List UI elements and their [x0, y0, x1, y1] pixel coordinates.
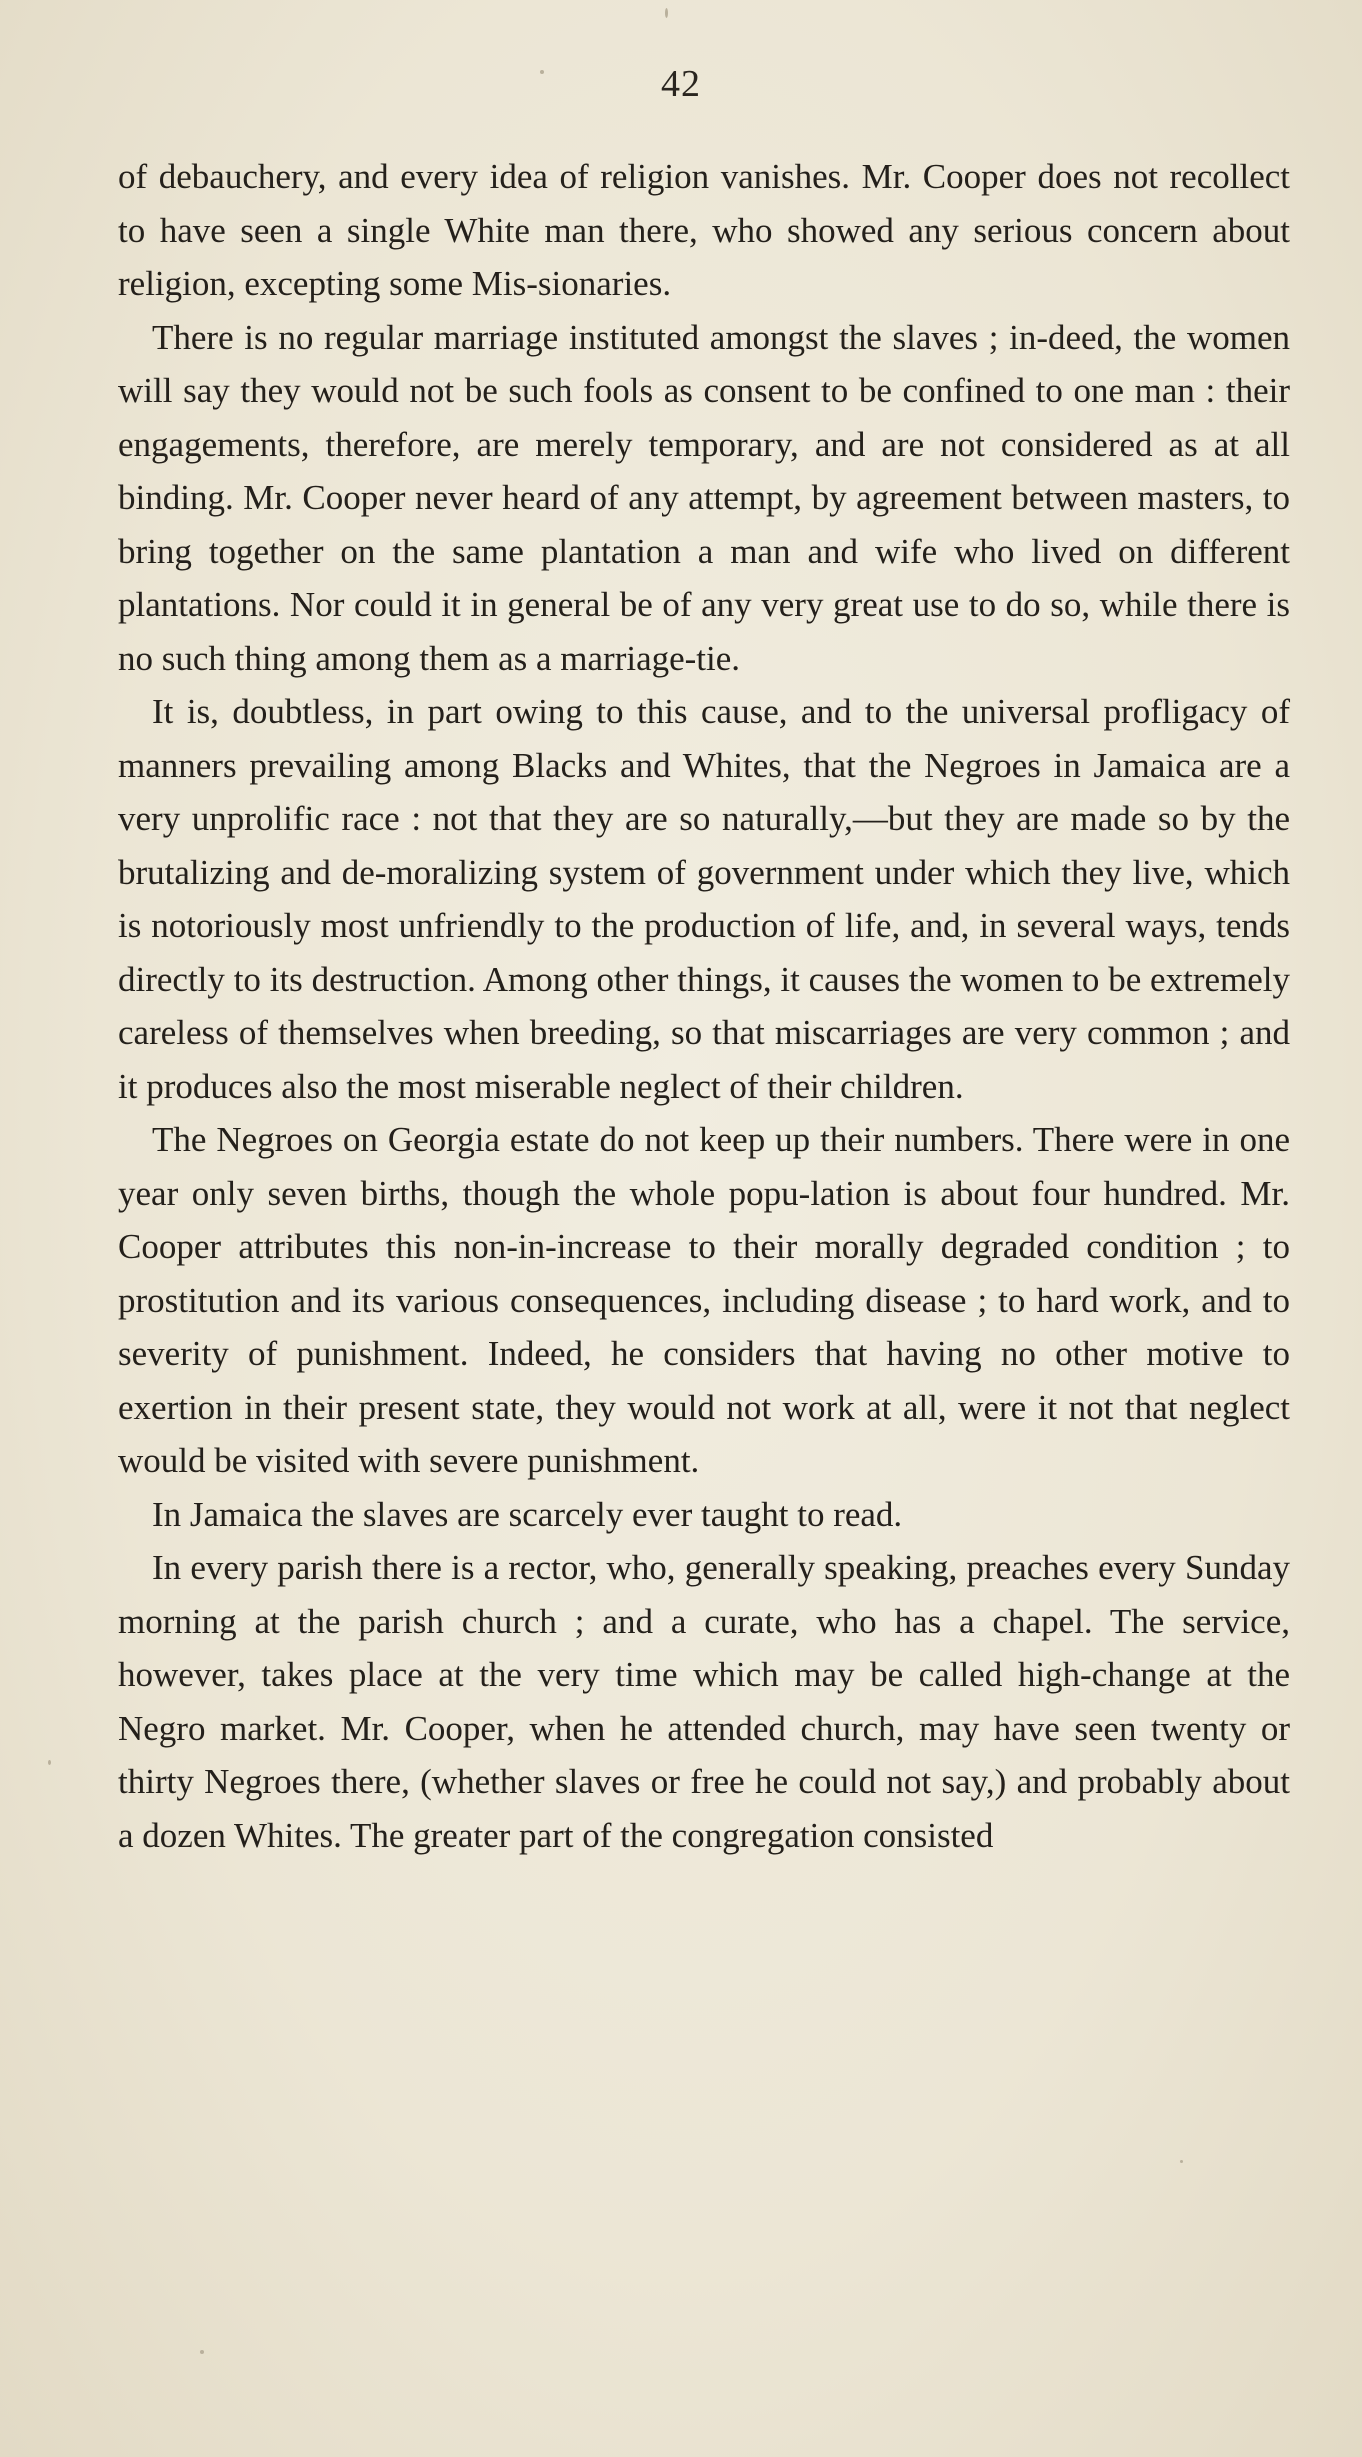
paper-speck [48, 1760, 51, 1765]
paper-speck [665, 8, 668, 18]
paragraph: of debauchery, and every idea of religion vanishes. Mr. Cooper does not recollect to have seen a single White man there, who showed any serious concern about religion, excepting some Mis-sionaries. [118, 157, 1290, 303]
paper-speck [540, 70, 544, 74]
page-number: 42 [661, 63, 701, 105]
paragraph: The Negroes on Georgia estate do not keep up their numbers. There were in one year only seven births, though the whole popu-lation is about four hundred. Mr. Cooper attributes this non-in-increase to their morally degraded condition ; to prostitution and its various consequences, including disease ; to hard work, and to severity of punishment. Indeed, he considers that having no other motive to exertion in their present state, they would not work at all, were it not that neglect would be visited with severe punishment. [118, 1120, 1290, 1480]
paragraph: There is no regular marriage instituted amongst the slaves ; in-deed, the women will say they would not be such fools as consent to be confined to one man : their engagements, therefore, are merely temporary, and are not considered as at all binding. Mr. Cooper never heard of any attempt, by agreement between masters, to bring together on the same plantation a man and wife who lived on different plantations. Nor could it in general be of any very great use to do so, while there is no such thing among them as a marriage-tie. [118, 317, 1290, 678]
paper-speck [1180, 2160, 1183, 2163]
paper-speck [200, 2350, 204, 2354]
paragraph: In every parish there is a rector, who, generally speaking, preaches every Sunday morning at the parish church ; and a curate, who has a chapel. The service, however, takes place at the very time which may be called high-change at the Negro market. Mr. Cooper, when he attended church, may have seen twenty or thirty Negroes there, (whether slaves or free he could not say,) and probably about a dozen Whites. The greater part of the congregation consisted [118, 1548, 1290, 1855]
paragraph: It is, doubtless, in part owing to this cause, and to the universal profligacy of manners prevailing among Blacks and Whites, that the Negroes in Jamaica are a very unprolific race : not that they are so naturally,—but they are made so by the brutalizing and de-moralizing system of government under which they live, which is notoriously most unfriendly to the production of life, and, in several ways, tends directly to its destruction. Among other things, it causes the women to be extremely careless of themselves when breeding, so that miscarriages are very common ; and it produces also the most miserable neglect of their children. [118, 692, 1290, 1106]
body-text [118, 150, 1290, 1862]
paragraph: In Jamaica the slaves are scarcely ever taught to read. [152, 1494, 903, 1534]
